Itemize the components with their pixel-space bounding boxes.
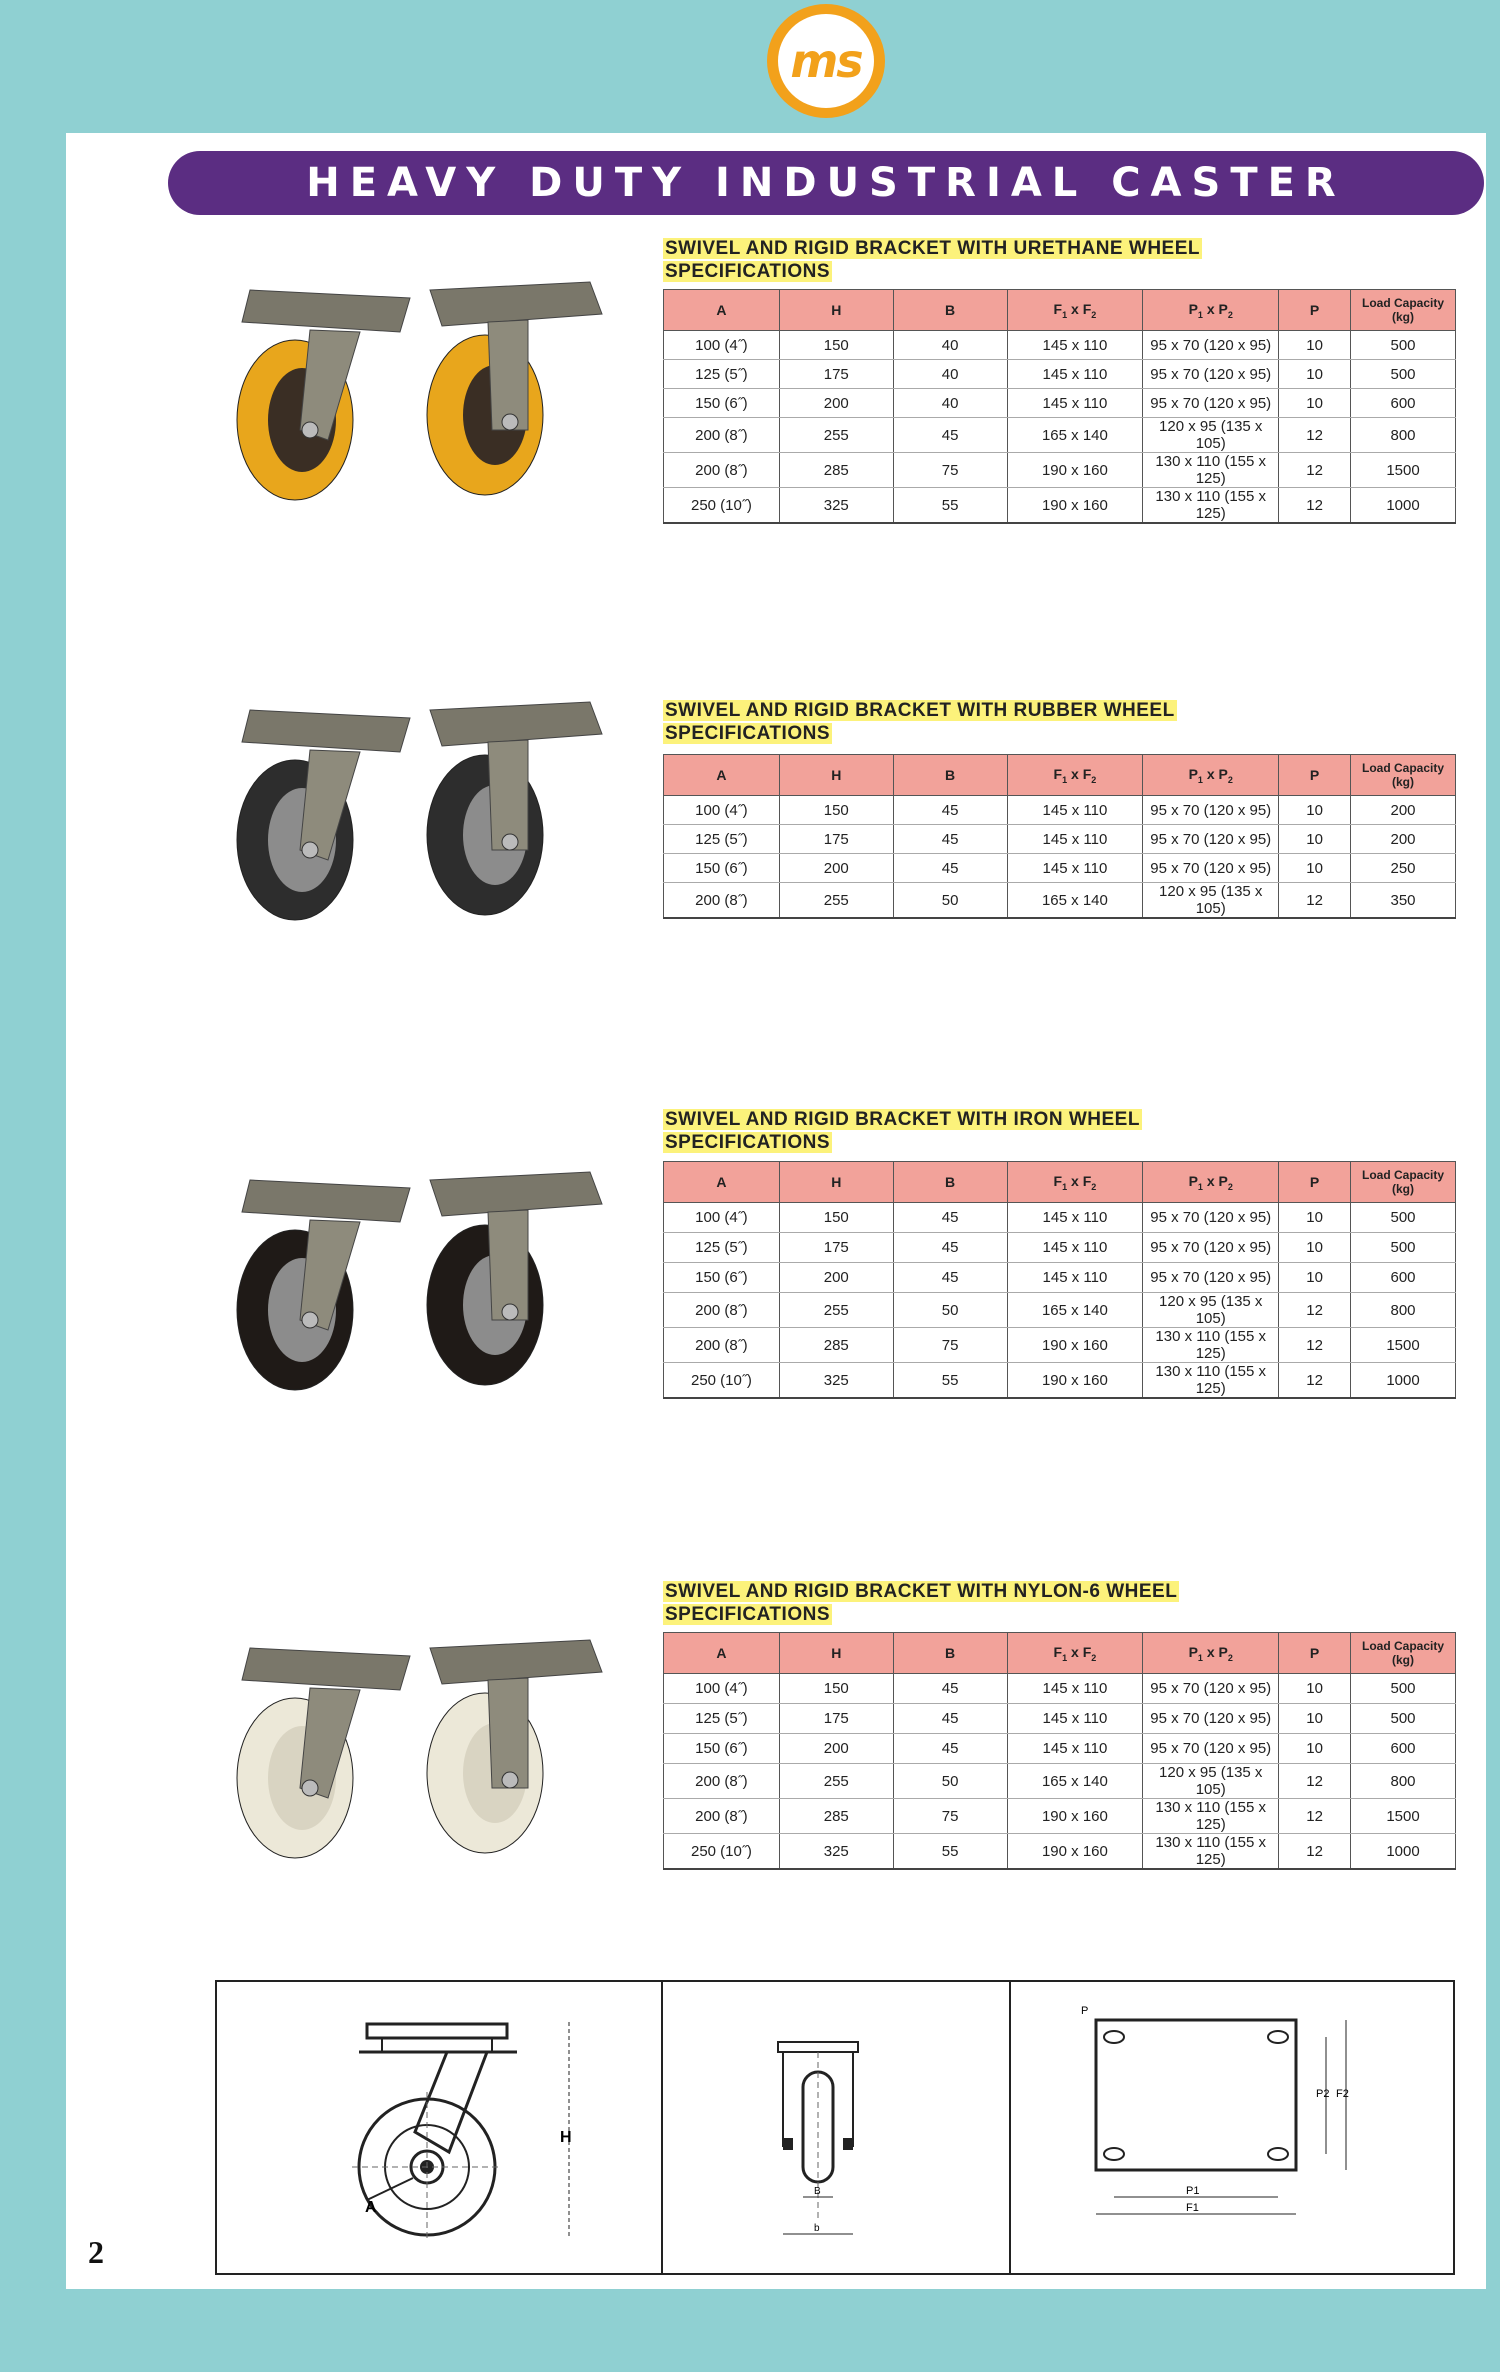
col-capacity-header: Load Capacity (kg) (1351, 755, 1456, 796)
table-cell: 500 (1351, 1233, 1456, 1263)
rubber-caster-photos (210, 690, 610, 930)
table-cell: 150 (779, 331, 893, 360)
table-cell: 145 x 110 (1007, 1734, 1143, 1764)
diagram-label-h: H (560, 2129, 572, 2146)
col-b-header: B (893, 1633, 1007, 1674)
rigid-caster (427, 282, 602, 495)
table-cell: 255 (779, 1764, 893, 1799)
col-h-header: H (779, 290, 893, 331)
table-cell: 120 x 95 (135 x 105) (1143, 883, 1279, 919)
iron-spec-table (663, 1161, 1456, 1399)
table-cell: 145 x 110 (1007, 825, 1143, 854)
table-cell: 12 (1279, 1764, 1351, 1799)
table-cell: 12 (1279, 1834, 1351, 1870)
table-cell: 10 (1279, 825, 1351, 854)
table-row (664, 488, 1456, 524)
table-row (664, 1293, 1456, 1328)
col-a-header: A (664, 755, 780, 796)
table-cell: 150 (779, 796, 893, 825)
table-cell: 95 x 70 (120 x 95) (1143, 389, 1279, 418)
nylon-spec-table (663, 1632, 1456, 1870)
col-p-header: P (1279, 1162, 1351, 1203)
table-header-row (664, 1633, 1456, 1674)
rigid-caster (427, 702, 602, 915)
urethane-title-line2: SPECIFICATIONS (665, 261, 830, 282)
table-cell: 145 x 110 (1007, 389, 1143, 418)
dimension-diagrams (215, 1980, 1455, 2275)
table-cell: 200 (779, 854, 893, 883)
table-cell: 45 (893, 1734, 1007, 1764)
table-cell: 1500 (1351, 1328, 1456, 1363)
table-cell: 175 (779, 825, 893, 854)
table-cell: 120 x 95 (135 x 105) (1143, 1764, 1279, 1799)
table-row (664, 1764, 1456, 1799)
caster-photo-drawing (210, 1628, 610, 1868)
diagram-label-p1: P1 (1186, 2185, 1200, 2197)
table-row (664, 360, 1456, 389)
table-cell: 800 (1351, 1764, 1456, 1799)
urethane-section-title (663, 237, 1202, 283)
table-cell: 500 (1351, 360, 1456, 389)
table-cell: 95 x 70 (120 x 95) (1143, 854, 1279, 883)
table-cell: 95 x 70 (120 x 95) (1143, 331, 1279, 360)
col-f-header: $F_1$ x $F_2$ (1007, 755, 1143, 796)
table-cell: 250 (1351, 854, 1456, 883)
table-cell: 1500 (1351, 453, 1456, 488)
table-cell: 75 (893, 1799, 1007, 1834)
table-cell: 45 (893, 796, 1007, 825)
table-row (664, 418, 1456, 453)
table-row (664, 1674, 1456, 1704)
table-cell: 130 x 110 (155 x 125) (1143, 1834, 1279, 1870)
table-cell: 120 x 95 (135 x 105) (1143, 1293, 1279, 1328)
table-cell: 145 x 110 (1007, 1704, 1143, 1734)
diagram-label-p2: P2 (1316, 2088, 1330, 2100)
table-cell: 150 (6˝) (664, 1734, 780, 1764)
col-f-header: $F_1$ x $F_2$ (1007, 1162, 1143, 1203)
col-b-header: B (893, 755, 1007, 796)
col-a-header: A (664, 290, 780, 331)
table-cell: 200 (1351, 825, 1456, 854)
nylon-caster-photos (210, 1628, 610, 1868)
swivel-caster (237, 710, 410, 920)
table-cell: 600 (1351, 389, 1456, 418)
table-cell: 200 (8˝) (664, 1799, 780, 1834)
table-cell: 200 (8˝) (664, 418, 780, 453)
table-cell: 12 (1279, 1328, 1351, 1363)
rigid-caster (427, 1172, 602, 1385)
nylon-title-line1: SWIVEL AND RIGID BRACKET WITH NYLON-6 WHEEL (665, 1581, 1178, 1602)
diagram-label-a: A (365, 2199, 377, 2216)
iron-title-line2: SPECIFICATIONS (665, 1132, 830, 1153)
table-cell: 145 x 110 (1007, 796, 1143, 825)
table-cell: 145 x 110 (1007, 360, 1143, 389)
plate-view-drawing (1011, 1982, 1451, 2273)
table-cell: 95 x 70 (120 x 95) (1143, 825, 1279, 854)
table-cell: 45 (893, 1233, 1007, 1263)
urethane-caster-photos (210, 270, 610, 510)
front-view-diagram (663, 1982, 1011, 2273)
diagram-label-small-b: b (814, 2223, 820, 2234)
table-cell: 100 (4˝) (664, 1674, 780, 1704)
col-f-header: $F_1$ x $F_2$ (1007, 290, 1143, 331)
table-cell: 500 (1351, 1704, 1456, 1734)
col-capacity-header: Load Capacity (kg) (1351, 1162, 1456, 1203)
urethane-spec-table (663, 289, 1456, 524)
table-row (664, 1328, 1456, 1363)
table-cell: 600 (1351, 1263, 1456, 1293)
table-row (664, 1263, 1456, 1293)
table-cell: 100 (4˝) (664, 796, 780, 825)
table-cell: 10 (1279, 1203, 1351, 1233)
table-cell: 255 (779, 883, 893, 919)
table-cell: 145 x 110 (1007, 854, 1143, 883)
table-row (664, 883, 1456, 919)
table-cell: 800 (1351, 418, 1456, 453)
table-cell: 285 (779, 1328, 893, 1363)
swivel-caster (237, 1180, 410, 1390)
table-cell: 145 x 110 (1007, 1674, 1143, 1704)
table-cell: 200 (8˝) (664, 453, 780, 488)
table-cell: 255 (779, 1293, 893, 1328)
table-cell: 165 x 140 (1007, 1293, 1143, 1328)
table-cell: 175 (779, 1233, 893, 1263)
table-cell: 1500 (1351, 1799, 1456, 1834)
table-cell: 100 (4˝) (664, 1203, 780, 1233)
col-h-header: H (779, 755, 893, 796)
table-cell: 200 (8˝) (664, 883, 780, 919)
table-cell: 95 x 70 (120 x 95) (1143, 1263, 1279, 1293)
table-cell: 255 (779, 418, 893, 453)
col-a-header: A (664, 1162, 780, 1203)
table-cell: 50 (893, 1293, 1007, 1328)
table-cell: 600 (1351, 1734, 1456, 1764)
diagram-label-f1: F1 (1186, 2202, 1199, 2214)
caster-photo-drawing (210, 1160, 610, 1400)
table-cell: 200 (8˝) (664, 1328, 780, 1363)
col-p1p2-header: $P_1$ x $P_2$ (1143, 1633, 1279, 1674)
table-cell: 200 (779, 1734, 893, 1764)
table-cell: 190 x 160 (1007, 488, 1143, 524)
rubber-spec-table (663, 754, 1456, 919)
table-row (664, 1734, 1456, 1764)
table-cell: 75 (893, 1328, 1007, 1363)
table-cell: 55 (893, 1834, 1007, 1870)
table-cell: 50 (893, 883, 1007, 919)
table-row (664, 825, 1456, 854)
table-row (664, 1834, 1456, 1870)
table-cell: 165 x 140 (1007, 1764, 1143, 1799)
table-cell: 165 x 140 (1007, 883, 1143, 919)
table-header-row (664, 755, 1456, 796)
table-cell: 10 (1279, 796, 1351, 825)
rubber-title-line1: SWIVEL AND RIGID BRACKET WITH RUBBER WHEEL (665, 700, 1175, 721)
col-b-header: B (893, 1162, 1007, 1203)
table-cell: 500 (1351, 331, 1456, 360)
table-cell: 500 (1351, 1203, 1456, 1233)
table-cell: 45 (893, 825, 1007, 854)
table-row (664, 1704, 1456, 1734)
swivel-caster (237, 290, 410, 500)
front-view-drawing (663, 1982, 1009, 2273)
table-header-row (664, 290, 1456, 331)
table-cell: 150 (6˝) (664, 1263, 780, 1293)
col-p-header: P (1279, 755, 1351, 796)
table-cell: 190 x 160 (1007, 1834, 1143, 1870)
table-cell: 10 (1279, 1233, 1351, 1263)
table-row (664, 1799, 1456, 1834)
table-header-row (664, 1162, 1456, 1203)
table-cell: 150 (779, 1203, 893, 1233)
table-cell: 12 (1279, 418, 1351, 453)
table-cell: 350 (1351, 883, 1456, 919)
table-cell: 190 x 160 (1007, 1363, 1143, 1399)
table-cell: 190 x 160 (1007, 453, 1143, 488)
table-row (664, 389, 1456, 418)
table-cell: 150 (779, 1674, 893, 1704)
brand-logo (767, 4, 885, 118)
col-p1p2-header: $P_1$ x $P_2$ (1143, 290, 1279, 331)
table-row (664, 1203, 1456, 1233)
table-cell: 95 x 70 (120 x 95) (1143, 796, 1279, 825)
col-h-header: H (779, 1162, 893, 1203)
table-cell: 40 (893, 331, 1007, 360)
table-cell: 325 (779, 1834, 893, 1870)
table-cell: 145 x 110 (1007, 1233, 1143, 1263)
col-p1p2-header: $P_1$ x $P_2$ (1143, 1162, 1279, 1203)
table-cell: 145 x 110 (1007, 331, 1143, 360)
table-row (664, 1363, 1456, 1399)
table-cell: 45 (893, 1263, 1007, 1293)
table-row (664, 453, 1456, 488)
table-cell: 55 (893, 488, 1007, 524)
rigid-caster (427, 1640, 602, 1853)
side-view-drawing (217, 1982, 661, 2273)
table-row (664, 1233, 1456, 1263)
table-cell: 200 (779, 389, 893, 418)
table-cell: 200 (8˝) (664, 1764, 780, 1799)
table-cell: 200 (1351, 796, 1456, 825)
table-cell: 50 (893, 1764, 1007, 1799)
table-cell: 10 (1279, 1734, 1351, 1764)
table-cell: 130 x 110 (155 x 125) (1143, 453, 1279, 488)
table-cell: 10 (1279, 854, 1351, 883)
table-row (664, 331, 1456, 360)
table-cell: 150 (6˝) (664, 854, 780, 883)
page-title: HEAVY DUTY INDUSTRIAL CASTER (168, 151, 1484, 215)
table-cell: 95 x 70 (120 x 95) (1143, 360, 1279, 389)
urethane-title-line1: SWIVEL AND RIGID BRACKET WITH URETHANE WHEEL (665, 238, 1200, 259)
col-f-header: $F_1$ x $F_2$ (1007, 1633, 1143, 1674)
table-cell: 130 x 110 (155 x 125) (1143, 1799, 1279, 1834)
table-cell: 325 (779, 488, 893, 524)
diagram-label-f2: F2 (1336, 2088, 1349, 2100)
table-cell: 130 x 110 (155 x 125) (1143, 488, 1279, 524)
table-cell: 130 x 110 (155 x 125) (1143, 1328, 1279, 1363)
table-cell: 10 (1279, 1704, 1351, 1734)
table-cell: 120 x 95 (135 x 105) (1143, 418, 1279, 453)
table-cell: 45 (893, 854, 1007, 883)
iron-title-line1: SWIVEL AND RIGID BRACKET WITH IRON WHEEL (665, 1109, 1140, 1130)
col-p-header: P (1279, 1633, 1351, 1674)
logo-text: ms (778, 14, 874, 108)
table-cell: 40 (893, 360, 1007, 389)
table-cell: 12 (1279, 1799, 1351, 1834)
table-cell: 10 (1279, 1263, 1351, 1293)
diagram-label-p: P (1081, 2005, 1089, 2017)
table-cell: 95 x 70 (120 x 95) (1143, 1233, 1279, 1263)
table-cell: 145 x 110 (1007, 1203, 1143, 1233)
col-p-header: P (1279, 290, 1351, 331)
table-cell: 55 (893, 1363, 1007, 1399)
table-cell: 45 (893, 1203, 1007, 1233)
table-cell: 10 (1279, 389, 1351, 418)
table-cell: 12 (1279, 453, 1351, 488)
table-cell: 325 (779, 1363, 893, 1399)
table-cell: 190 x 160 (1007, 1799, 1143, 1834)
table-cell: 145 x 110 (1007, 1263, 1143, 1293)
rubber-section-title (663, 699, 1177, 745)
nylon-section-title (663, 1580, 1179, 1626)
rubber-title-line2: SPECIFICATIONS (665, 723, 830, 744)
table-cell: 130 x 110 (155 x 125) (1143, 1363, 1279, 1399)
table-cell: 125 (5˝) (664, 360, 780, 389)
table-cell: 10 (1279, 331, 1351, 360)
table-cell: 95 x 70 (120 x 95) (1143, 1203, 1279, 1233)
table-cell: 285 (779, 453, 893, 488)
table-cell: 250 (10˝) (664, 488, 780, 524)
table-cell: 165 x 140 (1007, 418, 1143, 453)
table-cell: 12 (1279, 1293, 1351, 1328)
table-cell: 800 (1351, 1293, 1456, 1328)
page-number: 2 (88, 2234, 104, 2270)
col-p1p2-header: $P_1$ x $P_2$ (1143, 755, 1279, 796)
table-cell: 45 (893, 1704, 1007, 1734)
table-cell: 95 x 70 (120 x 95) (1143, 1674, 1279, 1704)
table-cell: 1000 (1351, 488, 1456, 524)
table-row (664, 854, 1456, 883)
table-cell: 12 (1279, 1363, 1351, 1399)
col-b-header: B (893, 290, 1007, 331)
side-view-diagram (217, 1982, 663, 2273)
table-cell: 250 (10˝) (664, 1363, 780, 1399)
table-cell: 125 (5˝) (664, 1233, 780, 1263)
table-cell: 285 (779, 1799, 893, 1834)
col-capacity-header: Load Capacity (kg) (1351, 290, 1456, 331)
table-cell: 150 (6˝) (664, 389, 780, 418)
table-cell: 200 (779, 1263, 893, 1293)
table-cell: 100 (4˝) (664, 331, 780, 360)
table-row (664, 796, 1456, 825)
table-cell: 190 x 160 (1007, 1328, 1143, 1363)
iron-section-title (663, 1108, 1142, 1154)
swivel-caster (237, 1648, 410, 1858)
col-h-header: H (779, 1633, 893, 1674)
table-cell: 10 (1279, 1674, 1351, 1704)
table-cell: 125 (5˝) (664, 1704, 780, 1734)
table-cell: 95 x 70 (120 x 95) (1143, 1734, 1279, 1764)
iron-caster-photos (210, 1160, 610, 1400)
caster-photo-drawing (210, 690, 610, 930)
col-capacity-header: Load Capacity (kg) (1351, 1633, 1456, 1674)
table-cell: 12 (1279, 488, 1351, 524)
table-cell: 45 (893, 418, 1007, 453)
nylon-title-line2: SPECIFICATIONS (665, 1604, 830, 1625)
table-cell: 95 x 70 (120 x 95) (1143, 1704, 1279, 1734)
table-cell: 12 (1279, 883, 1351, 919)
table-cell: 250 (10˝) (664, 1834, 780, 1870)
table-cell: 500 (1351, 1674, 1456, 1704)
table-cell: 200 (8˝) (664, 1293, 780, 1328)
table-cell: 1000 (1351, 1363, 1456, 1399)
table-cell: 175 (779, 1704, 893, 1734)
table-cell: 40 (893, 389, 1007, 418)
table-cell: 10 (1279, 360, 1351, 389)
diagram-label-b: B (814, 2186, 821, 2197)
table-cell: 45 (893, 1674, 1007, 1704)
plate-view-diagram (1011, 1982, 1453, 2273)
table-cell: 1000 (1351, 1834, 1456, 1870)
caster-photo-drawing (210, 270, 610, 510)
table-cell: 125 (5˝) (664, 825, 780, 854)
col-a-header: A (664, 1633, 780, 1674)
table-cell: 175 (779, 360, 893, 389)
table-cell: 75 (893, 453, 1007, 488)
